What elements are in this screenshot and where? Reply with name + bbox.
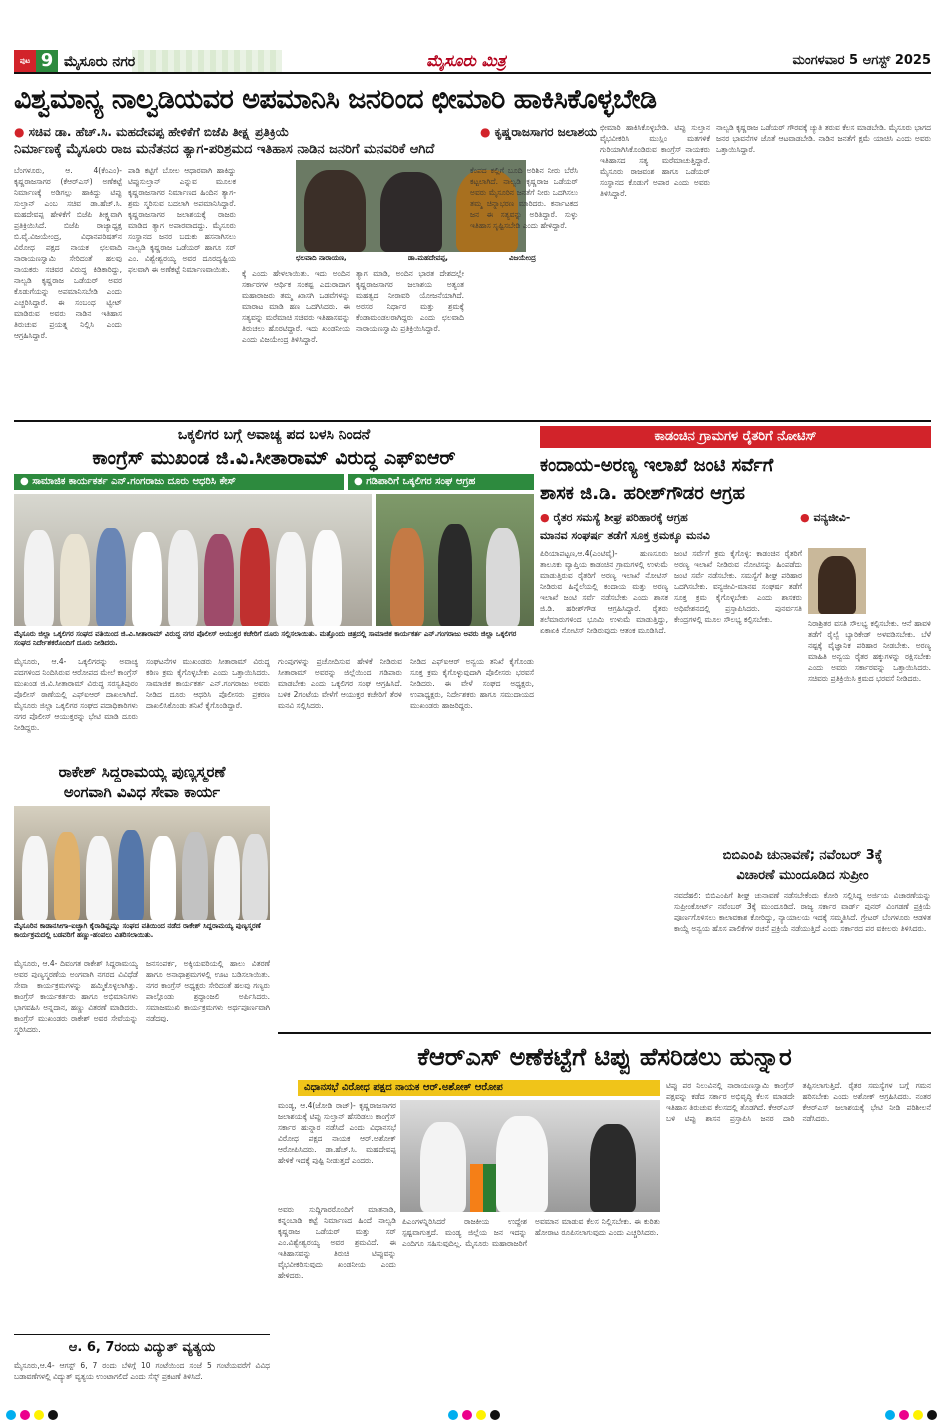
flag-icon: [470, 1164, 496, 1212]
person-photo: [204, 534, 234, 626]
story6-col-1: ಮಂಡ್ಯ, ಆ.4(ಜೋಡಿ ರಾಜ್)- ಕೃಷ್ಣರಾಜಸಾಗರ ಜಲಾಶಯಕ್ಕೆ ಟಿಪ್ಪು ಸುಲ್ತಾನ್ ಹೆಸರಿಡಲು ಕಾಂಗ್ರೆಸ್ ಸರ್ಕಾರ ಹುನ್ನಾರ ನಡೆಸಿದೆ ಎಂದು ವಿಧಾನಸಭೆ ವಿರೋಧ ಪಕ್ಷದ ನಾಯಕ ಆರ್.ಅಶೋಕ್ ಆರೋಪಿಸಿದರು. ಡಾ.ಹೆಚ್.ಸಿ. ಮಹದೇವಪ್ಪ ಹೇಳಿಕೆ ಇದಕ್ಕೆ ಪುಷ್ಟಿ ನೀಡುತ್ತದೆ ಎಂದರು.: [278, 1101, 396, 1165]
person-photo: [312, 530, 342, 626]
person-photo: [242, 834, 268, 920]
story6-col-4: ಟಿಪ್ಪು ಪರ ನಿಲುವಿನಲ್ಲಿ ನಾರಾಯಣಸ್ವಾಮಿ ಕಾಂಗ್ರೆಸ್ ಪಕ್ಷವನ್ನು ಕಡೆದ ಸರ್ಕಾರ ಅಭಿವೃದ್ಧಿ ಕೆಲಸ ಮಾಡದೇ ಇತಿಹಾಸ ತಿರುಚುವ ಕೆಲಸದಲ್ಲಿ ತೊಡಗಿದೆ. ಕೆಆರ್‌ಎಸ್ ಬಳಿ ಟಿಪ್ಪು ಶಾಸನ ಪ್ರಸ್ತಾಪಿಸಿ ಜನರ ದಾರಿ ತಪ್ಪಿಸಲಾಗುತ್ತಿದೆ. ರೈತರ ಸಮಸ್ಯೆಗಳ ಬಗ್ಗೆ ಗಮನ ಹರಿಸಬೇಕು ಎಂದು ಅಶೋಕ್ ಆಗ್ರಹಿಸಿದರು. ನಂತರ ಕೆಆರ್‌ಎಸ್ ಜಲಾಶಯಕ್ಕೆ ಭೇಟಿ ನೀಡಿ ಪರಿಶೀಲನೆ ನಡೆಸಿದರು.: [666, 1081, 931, 1123]
story7-body: ಮೈಸೂರು,ಆ.4- ಆಗಸ್ಟ್ 6, 7 ರಂದು ಬೆಳಿಗ್ಗೆ 10 ಗಂಟೆಯಿಂದ ಸಂಜೆ 5 ಗಂಟೆಯವರೆಗೆ ವಿವಿಧ ಬಡಾವಣೆಗಳಲ್ಲಿ ವಿದ್ಯುತ್ ವ್ಯತ್ಯಯ ಉಂಟಾಗಲಿದೆ ಎಂದು ಸೆಸ್ಕ್ ಪ್ರಕಟಣೆ ತಿಳಿಸಿದೆ.: [14, 1361, 270, 1381]
story5-headline-2: ವಿಚಾರಣೆ ಮುಂದೂಡಿದ ಸುಪ್ರೀಂ: [736, 868, 869, 883]
person-photo: [390, 528, 424, 626]
issue-date: ಮಂಗಳವಾರ 5 ಆಗಸ್ಟ್ 2025: [792, 53, 931, 68]
person-photo: [496, 1116, 548, 1212]
registration-mark: [448, 1410, 458, 1420]
story4-kicker-2: ● ವನ್ಯಜೀವಿ-: [800, 511, 851, 524]
page-label: ಪುಟ: [14, 50, 36, 72]
person-photo: [420, 1122, 466, 1212]
person-photo: [96, 528, 126, 626]
lead-col-6: ಛೀಮಾರಿ ಹಾಕಿಸಿಕೊಳ್ಳಬೇಡಿ. ಟಿಪ್ಪು ಸುಲ್ತಾನ ವೈಭವೀಕರಿಸಿ ಮುಸ್ಲಿಂ ಮತಗಳಿಕೆ ಗುರಿಯಾಗಿಸಿಕೊಂಡಿರುವ ಕಾಂಗ್ರೆಸ್ ನಾಯಕರು ಇತಿಹಾಸದ ಸತ್ಯ ಮರೆಮಾಚುತ್ತಿದ್ದಾರೆ. ಮೈಸೂರು ರಾಜವಂಶ ಹಾಗೂ ಒಡೆಯರ್ ಸಂಸ್ಥಾನದ ಕೊಡುಗೆ ಅಪಾರ ಎಂದು ಅವರು ತಿಳಿಸಿದ್ದಾರೆ.: [600, 123, 710, 198]
caption-name: ಛಲವಾದಿ ನಾರಾಯಣ,: [296, 254, 347, 262]
story6-photo: [400, 1100, 660, 1212]
story4-col-2: ಜಂಟಿ ಸರ್ವೆಗೆ ಕ್ರಮ ಕೈಗೊಳ್ಳಿ: ಕಾಡಂಚಿನ ರೈತರಿಗೆ ಅರಣ್ಯ ಇಲಾಖೆ ನೀಡಿರುವ ನೋಟಿಸನ್ನು ಹಿಂಪಡೆದು ಜಂಟಿ ಸರ್ವೆ ನಡೆಸಬೇಕು. ಸಮಸ್ಯೆಗೆ ಶೀಘ್ರ ಪರಿಹಾರ ಒದಗಿಸಬೇಕು. ವನ್ಯಜೀವಿ-ಮಾನವ ಸಂಘರ್ಷ ತಡೆಗೆ ಸೂಕ್ತ ಕ್ರಮ ಕೈಗೊಳ್ಳಬೇಕು ಎಂದು ಶಾಸಕರು ಅಧಿವೇಶನದಲ್ಲಿ ಪ್ರಸ್ತಾಪಿಸಿದರು. ಪುನರ್ವಸತಿ ಕೇಂದ್ರಗಳಲ್ಲಿ ಮೂಲ ಸೌಲಭ್ಯ ಕಲ್ಪಿಸಬೇಕು.: [674, 549, 802, 624]
lead-col-4: ತ್ಯಾಗ ಮಾಡಿ, ಅಂದಿನ ಭಾರತ ದೇಶದಲ್ಲೇ ಕೃಷ್ಣರಾಜಸಾಗರ ಜಲಾಶಯ ಅತ್ಯಂತ ಮಹತ್ವದ ನೀರಾವರಿ ಯೋಜನೆಯಾಗಿದೆ. ಅರಸರ ನಿರ್ಧಾರ ಮತ್ತು ಶ್ರಮಕ್ಕೆ ಕೆಂಡಾಮಂಡಲರಾಗಿದ್ದರು ಎಂದು ಛಲವಾದಿ ನಾರಾಯಣಸ್ವಾಮಿ ಪ್ರತಿಕ್ರಿಯಿಸಿದ್ದಾರೆ.: [356, 269, 464, 333]
registration-mark: [927, 1410, 937, 1420]
lead-kicker-3: ನಿರ್ಮಾಣಕ್ಕೆ ಮೈಸೂರು ರಾಜ ಮನೆತನದ ತ್ಯಾಗ-ಪರಿಶ್ರಮದ ಇತಿಹಾಸ ನಾಡಿನ ಜನರಿಗೆ ಮನವರಿಕೆ ಆಗಿದೆ: [14, 142, 435, 157]
story3-col-1: ಮೈಸೂರು, ಆ.4- ದಿವಂಗತ ರಾಕೇಶ್ ಸಿದ್ದರಾಮಯ್ಯ ಅವರ ಪುಣ್ಯಸ್ಮರಣೆಯ ಅಂಗವಾಗಿ ನಗರದ ವಿವಿಧೆಡೆ ಸೇವಾ ಕಾರ್ಯಕ್ರಮಗಳನ್ನು ಹಮ್ಮಿಕೊಳ್ಳಲಾಗಿತ್ತು. ಕಾಂಗ್ರೆಸ್ ಕಾರ್ಯಕರ್ತರು ಹಾಗೂ ಅಭಿಮಾನಿಗಳು ಭಾಗವಹಿಸಿ ಅನ್ನದಾನ, ಹಣ್ಣು ವಿತರಣೆ ಮಾಡಿದರು. ಕಾಂಗ್ರೆಸ್ ಮುಖಂಡರು ರಾಕೇಶ್ ಅವರ ಸೇವೆಯನ್ನು ಸ್ಮರಿಸಿದರು.: [14, 959, 138, 1034]
person-photo: [60, 534, 90, 626]
lead-col-1: ಬೆಂಗಳೂರು, ಆ. 4(ಕೆಂಎಂ)- ಕೃಷ್ಣರಾಜಸಾಗರ (ಕೆಆರ್‌ಎಸ್) ಅಣೆಕಟ್ಟೆ ನಿರ್ಮಾಣಕ್ಕೆ ಅಡಿಗಲ್ಲು ಹಾಕಿದ್ದು ಟಿಪ್ಪು ಸುಲ್ತಾನ್ ಎಂಬ ಸಚಿವ ಡಾ.ಹೆಚ್.ಸಿ. ಮಹದೇವಪ್ಪ ಹೇಳಿಕೆಗೆ ಬಿಜೆಪಿ ತೀಕ್ಷ್ಣವಾಗಿ ಪ್ರತಿಕ್ರಿಯಿಸಿದೆ. ಬಿಜೆಪಿ ರಾಜ್ಯಾಧ್ಯಕ್ಷ ಬಿ.ವೈ.ವಿಜಯೇಂದ್ರ, ವಿಧಾನಪರಿಷತ್‌ನ ವಿರೋಧ ಪಕ್ಷದ ನಾಯಕ ಛಲವಾದಿ ನಾರಾಯಣಸ್ವಾಮಿ ಸೇರಿದಂತೆ ಹಲವು ನಾಯಕರು ಸಚಿವರ ವಿರುದ್ಧ ಕಿಡಿಕಾರಿದ್ದು, ನಾಲ್ವಡಿ ಕೃಷ್ಣರಾಜ ಒಡೆಯರ್ ಅವರ ಕೊಡುಗೆಯನ್ನು ಅಪಮಾನಿಸಬೇಡಿ ಎಂದು ಎಚ್ಚರಿಸಿದ್ದಾರೆ. ಈ ಸಂಬಂಧ ಟ್ವೀಟ್ ಮಾಡಿರುವ ಅವರು ನಾಡಿನ ಇತಿಹಾಸ ತಿರುಚುವ ಪ್ರಯತ್ನ ನಿಲ್ಲಿಸಿ ಎಂದು ಆಗ್ರಹಿಸಿದ್ದಾರೆ.: [14, 166, 122, 340]
registration-mark: [48, 1410, 58, 1420]
story5-body: ನವದೆಹಲಿ: ಬಿಬಿಎಂಪಿಗೆ ಶೀಘ್ರ ಚುನಾವಣೆ ನಡೆಸಬೇಕೆಂದು ಕೋರಿ ಸಲ್ಲಿಸಿದ್ದ ಅರ್ಜಿಯ ವಿಚಾರಣೆಯನ್ನು ಸುಪ್ರೀಂಕೋರ್ಟ್ ನವೆಂಬರ್ 3ಕ್ಕೆ ಮುಂದೂಡಿದೆ. ರಾಜ್ಯ ಸರ್ಕಾರ ವಾರ್ಡ್ ಪುನರ್ ವಿಂಗಡಣೆ ಪ್ರಕ್ರಿಯೆ ಪೂರ್ಣಗೊಳಿಸಲು ಕಾಲಾವಕಾಶ ಕೋರಿದ್ದು, ನ್ಯಾಯಾಲಯ ಇದಕ್ಕೆ ಸಮ್ಮತಿಸಿದೆ. ಗ್ರೇಟರ್ ಬೆಂಗಳೂರು ಆಡಳಿತ ಕಾಯ್ದೆ ಅನ್ವಯ ಹೊಸ ಪಾಲಿಕೆಗಳ ರಚನೆ ಪ್ರಕ್ರಿಯೆ ನಡೆಯುತ್ತಿದೆ ಎಂದು ಸರ್ಕಾರದ ಪರ ವಕೀಲರು ತಿಳಿಸಿದರು.: [674, 891, 931, 933]
story2-photo-2: [376, 494, 534, 626]
registration-mark: [913, 1410, 923, 1420]
story2-caption: ಮೈಸೂರು ಜಿಲ್ಲಾ ಒಕ್ಕಲಿಗರ ಸಂಘದ ವತಿಯಿಂದ ಜಿ.ವಿ.ಸೀತಾರಾಮ್ ವಿರುದ್ಧ ನಗರ ಪೊಲೀಸ್ ಆಯುಕ್ತರ ಕಚೇರಿಗೆ ದೂರು ಸಲ್ಲಿಸಲಾಯಿತು. ಮತ್ತೊಂದು ಚಿತ್ರದಲ್ಲಿ ಸಾಮಾಜಿಕ ಕಾರ್ಯಕರ್ತ ಎನ್.ಗಂಗರಾಜು ಅವರು ಜಿಲ್ಲಾ ಒಕ್ಕಲಿಗರ ಸಂಘದ ನಿರ್ದೇಶಕರೊಂದಿಗೆ ದೂರು ನೀಡಿದರು.: [14, 630, 517, 647]
story2-photo-1: [14, 494, 372, 626]
story5-headline-1: ಬಿಬಿಎಂಪಿ ಚುನಾವಣೆ; ನವೆಂಬರ್ 3ಕ್ಕೆ: [722, 848, 883, 863]
lead-headline: ವಿಶ್ವಮಾನ್ಯ ನಾಲ್ವಡಿಯವರ ಅಪಮಾನಿಸಿ ಜನರಿಂದ ಛೀಮಾರಿ ಹಾಕಿಸಿಕೊಳ್ಳಬೇಡಿ: [14, 84, 657, 115]
person-photo: [214, 836, 240, 920]
caption-name: ಡಾ.ಮಹದೇವಪ್ಪ,: [407, 254, 448, 262]
registration-mark: [462, 1410, 472, 1420]
caption-name: ವಿಜಯೇಂದ್ರ: [509, 254, 536, 262]
registration-mark: [899, 1410, 909, 1420]
story6-kicker: ವಿಧಾನಸಭೆ ವಿರೋಧ ಪಕ್ಷದ ನಾಯಕ ಆರ್.ಅಶೋಕ್ ಆರೋಪ: [298, 1080, 660, 1096]
story4-headline-1: ಕಂದಾಯ-ಅರಣ್ಯ ಇಲಾಖೆ ಜಂಟಿ ಸರ್ವೆಗೆ: [540, 455, 774, 476]
story4-headline-2: ಶಾಸಕ ಜಿ.ಡಿ. ಹರೀಶ್‌ಗೌಡರ ಆಗ್ರಹ: [540, 483, 745, 504]
registration-mark: [476, 1410, 486, 1420]
story2-col-3: ಗುಂಪುಗಳನ್ನು ಪ್ರಚೋದಿಸುವ ಹೇಳಿಕೆ ನೀಡಿರುವ ಸೀತಾರಾಮ್ ಅವರನ್ನು ಜಿಲ್ಲೆಯಿಂದ ಗಡಿಪಾರು ಮಾಡಬೇಕು ಎಂದು ಒಕ್ಕಲಿಗರ ಸಂಘ ಆಗ್ರಹಿಸಿದೆ. ಬಳಿಕ 2ಗಂಟೆಯ ವೇಳೆಗೆ ಆಯುಕ್ತರ ಕಚೇರಿಗೆ ತೆರಳಿ ಮನವಿ ಸಲ್ಲಿಸಿದರು.: [278, 657, 402, 710]
story3-headline-2: ಅಂಗವಾಗಿ ವಿವಿಧ ಸೇವಾ ಕಾರ್ಯ: [63, 783, 221, 801]
story4-col-1: ಪಿರಿಯಾಪಟ್ಟಣ,ಆ.4(ಎಂಟಿವೈ)- ಹುಣಸೂರು ತಾಲೂಕು ವ್ಯಾಪ್ತಿಯ ಕಾಡಂಚಿನ ಗ್ರಾಮಗಳಲ್ಲಿ ಉಳುಮೆ ಮಾಡುತ್ತಿರುವ ರೈತರಿಗೆ ಅರಣ್ಯ ಇಲಾಖೆ ನೋಟಿಸ್ ನೀಡಿರುವ ಹಿನ್ನೆಲೆಯಲ್ಲಿ ಕಂದಾಯ ಮತ್ತು ಅರಣ್ಯ ಇಲಾಖೆ ಜಂಟಿ ಸರ್ವೆ ನಡೆಸಬೇಕು ಎಂದು ಶಾಸಕ ಜಿ.ಡಿ. ಹರೀಶ್‌ಗೌಡ ಆಗ್ರಹಿಸಿದ್ದಾರೆ. ರೈತರು ತಲೆಮಾರುಗಳಿಂದ ಭೂಮಿ ಉಳುಮೆ ಮಾಡುತ್ತಿದ್ದು, ಏಕಾಏಕಿ ನೋಟಿಸ್ ನೀಡಿರುವುದು ಆತಂಕ ಮೂಡಿಸಿದೆ.: [540, 549, 668, 635]
person-photo: [132, 532, 162, 626]
person-photo: [240, 528, 270, 626]
registration-mark: [885, 1410, 895, 1420]
lead-col-2: ಪಾಡಿ ಕಟ್ಟಿಗೆ ಬೋಲ ಆಧಾರವಾಗಿ ಹಾಕಿದ್ದು ಟಿಪ್ಪುಸುಲ್ತಾನ್ ಎನ್ನುವ ಮೂಲಕ ಕೃಷ್ಣರಾಜಸಾಗರ ನಿರ್ಮಾಣದ ಹಿಂದಿನ ತ್ಯಾಗ-ಶ್ರಮ ಸ್ಮರಿಸುವ ಬದಲಾಗಿ ಅಪಮಾನಿಸಿದ್ದಾರೆ. ಕೃಷ್ಣರಾಜಸಾಗರ ಜಲಾಶಯಕ್ಕೆ ರಾಜರು ಮಾಡಿದ ತ್ಯಾಗ ಅಪಾರವಾದದ್ದು. ಮೈಸೂರು ಸಂಸ್ಥಾನದ ಜನರ ಬದುಕು ಹಸನಾಗಿಸಲು ನಾಲ್ವಡಿ ಕೃಷ್ಣರಾಜ ಒಡೆಯರ್ ಹಾಗೂ ಸರ್ ಎಂ. ವಿಶ್ವೇಶ್ವರಯ್ಯ ಅವರ ದೂರದೃಷ್ಟಿಯ ಫಲವಾಗಿ ಈ ಅಣೆಕಟ್ಟೆ ನಿರ್ಮಾಣವಾಯಿತು.: [128, 166, 236, 274]
person-photo: [590, 1124, 636, 1212]
person-photo: [168, 530, 198, 626]
divider: [278, 1032, 931, 1034]
story3-headline-1: ರಾಕೇಶ್ ಸಿದ್ದರಾಮಯ್ಯ ಪುಣ್ಯಸ್ಮರಣೆ: [58, 763, 226, 781]
story4-kicker-3: ಮಾನವ ಸಂಘರ್ಷ ತಡೆಗೆ ಸೂಕ್ತ ಕ್ರಮಕ್ಕೂ ಮನವಿ: [540, 529, 710, 542]
lead-col-3: ಕ್ಕೆ ಎಂದು ಹೇಳಲಾಯಿತು. ಇದು ಅಂದಿನ ಸರ್ಕಾರಗಳ ಆರ್ಥಿಕ ಸಂಕಷ್ಟ ಎದುರಾದಾಗ ಮಹಾರಾಜರು ತಮ್ಮ ಖಾಸಗಿ ಒಡವೆಗಳನ್ನು ಮಾರಾಟ ಮಾಡಿ ಹಣ ಒದಗಿಸಿದರು. ಈ ಸತ್ಯವನ್ನು ಮರೆಮಾಚಿ ಸಚಿವರು ಇತಿಹಾಸವನ್ನು ತಿರುಚಲು ಹೊರಟಿದ್ದಾರೆ. ಇದು ಖಂಡನೀಯ ಎಂದು ವಿಜಯೇಂದ್ರ ತಿಳಿಸಿದ್ದಾರೆ.: [242, 269, 350, 344]
section-title: ಮೈಸೂರು ನಗರ: [64, 54, 136, 70]
person-photo: [54, 832, 80, 920]
story2-bar-left: ● ಸಾಮಾಜಿಕ ಕಾರ್ಯಕರ್ತ ಎನ್.ಗಂಗರಾಜು ದೂರು ಆಧರಿಸಿ ಕೇಸ್: [14, 474, 344, 490]
person-photo: [438, 524, 472, 626]
person-photo: [86, 836, 112, 920]
person-photo: [818, 556, 856, 614]
story2-col-1: ಮೈಸೂರು, ಆ.4- ಒಕ್ಕಲಿಗರನ್ನು ಅವಾಚ್ಯ ಪದಗಳಿಂದ ನಿಂದಿಸಿರುವ ಆರೋಪದ ಮೇಲೆ ಕಾಂಗ್ರೆಸ್ ಮುಖಂಡ ಜಿ.ವಿ.ಸೀತಾರಾಮ್ ವಿರುದ್ಧ ಸರಸ್ವತಿಪುರಂ ಪೊಲೀಸ್ ಠಾಣೆಯಲ್ಲಿ ಎಫ್‌ಐಆರ್ ದಾಖಲಾಗಿದೆ. ಮೈಸೂರು ಜಿಲ್ಲಾ ಒಕ್ಕಲಿಗರ ಸಂಘದ ಪದಾಧಿಕಾರಿಗಳು ನಗರ ಪೊಲೀಸ್ ಆಯುಕ್ತರನ್ನು ಭೇಟಿ ಮಾಡಿ ದೂರು ನೀಡಿದ್ದರು.: [14, 657, 138, 732]
registration-mark: [490, 1410, 500, 1420]
lead-kicker-2: ● ಕೃಷ್ಣರಾಜಸಾಗರ ಜಲಾಶಯ: [480, 125, 598, 139]
story2-bar-right: ● ಗಡಿಪಾರಿಗೆ ಒಕ್ಕಲಿಗರ ಸಂಘ ಆಗ್ರಹ: [348, 474, 534, 490]
person-photo: [304, 170, 366, 252]
page-number: 9: [36, 50, 58, 72]
story2-kicker: ಒಕ್ಕಲಿಗರ ಬಗ್ಗೆ ಅವಾಚ್ಯ ಪದ ಬಳಸಿ ನಿಂದನೆ: [177, 427, 371, 443]
lead-kicker-1: ● ಸಚಿವ ಡಾ. ಹೆಚ್.ಸಿ. ಮಹದೇವಪ್ಪ ಹೇಳಿಕೆಗೆ ಬಿಜೆಪಿ ತೀಕ್ಷ್ಣ ಪ್ರತಿಕ್ರಿಯೆ: [14, 125, 290, 139]
registration-mark: [20, 1410, 30, 1420]
story2-headline: ಕಾಂಗ್ರೆಸ್ ಮುಖಂಡ ಜಿ.ವಿ.ಸೀತಾರಾಮ್ ವಿರುದ್ಧ ಎಫ್‌ಐಆರ್: [92, 447, 456, 469]
lead-col-5: ಕೆಂಪದ ಕಲ್ಲಿಗೆ ಬೂದಿ ಅರಿಶಿನ ನೀರು ಬೆರೆಸಿ ಕಟ್ಟಲಾಗಿದೆ. ನಾಲ್ವಡಿ ಕೃಷ್ಣರಾಜ ಒಡೆಯರ್ ಅವರು ಮೈಸೂರಿನ ಜನತೆಗೆ ನೀರು ಒದಗಿಸಲು ತಮ್ಮ ಚಿನ್ನಾಭರಣ ಮಾರಿದರು. ಕರ್ನಾಟಕದ ಜನ ಈ ಸತ್ಯವನ್ನು ಅರಿತಿದ್ದಾರೆ. ಸುಳ್ಳು ಇತಿಹಾಸ ಸೃಷ್ಟಿಸಬೇಡಿ ಎಂದು ಹೇಳಿದ್ದಾರೆ.: [470, 166, 578, 230]
story4-band: ಕಾಡಂಚಿನ ಗ್ರಾಮಗಳ ರೈತರಿಗೆ ನೋಟಿಸ್: [540, 426, 931, 448]
story6-col-2: ಅವರು ಸುದ್ದಿಗಾರರೊಂದಿಗೆ ಮಾತನಾಡಿ, ಕನ್ನಂಬಾಡಿ ಕಟ್ಟೆ ನಿರ್ಮಾಣದ ಹಿಂದೆ ನಾಲ್ವಡಿ ಕೃಷ್ಣರಾಜ ಒಡೆಯರ್ ಮತ್ತು ಸರ್ ಎಂ.ವಿಶ್ವೇಶ್ವರಯ್ಯ ಅವರ ಶ್ರಮವಿದೆ. ಈ ಇತಿಹಾಸವನ್ನು ತಿರುಚಿ ಟಿಪ್ಪುವನ್ನು ವೈಭವೀಕರಿಸುವುದು ಖಂಡನೀಯ ಎಂದು ಹೇಳಿದರು.: [278, 1205, 396, 1280]
registration-mark: [6, 1410, 16, 1420]
story3-caption: ಮೈಸೂರಿನ ಕಾಡಾನಸೀಗಾ-ಐಚ್ಛಾಗಿ ಕೈರಾಡಿಫ್ಲಮ್ನು ಸಂಘದ ವತಿಯಿಂದ ನಡೆದ ರಾಕೇಶ್ ಸಿದ್ದರಾಮಯ್ಯ ಪುಣ್ಯಸ್ಮರಣೆ ಕಾರ್ಯಕ್ರಮದಲ್ಲಿ ಬಡವರಿಗೆ ಹಣ್ಣು-ಹಂಪಲು ವಿತರಿಸಲಾಯಿತು.: [14, 922, 261, 939]
person-photo: [22, 836, 48, 920]
divider: [14, 420, 931, 422]
divider: [14, 1334, 270, 1335]
person-photo: [182, 832, 208, 920]
person-photo: [24, 530, 54, 626]
story2-col-4: ನೀಡಿದ ಎಫ್‌ಐಆರ್ ಅನ್ವಯ ತನಿಖೆ ಕೈಗೊಂಡು ಸೂಕ್ತ ಕ್ರಮ ಕೈಗೊಳ್ಳುವುದಾಗಿ ಪೊಲೀಸರು ಭರವಸೆ ನೀಡಿದರು. ಈ ವೇಳೆ ಸಂಘದ ಅಧ್ಯಕ್ಷರು, ಉಪಾಧ್ಯಕ್ಷರು, ನಿರ್ದೇಶಕರು ಹಾಗೂ ಸಮುದಾಯದ ಮುಖಂಡರು ಹಾಜರಿದ್ದರು.: [410, 657, 534, 710]
person-photo: [276, 532, 306, 626]
story4-portrait: [808, 548, 866, 614]
paper-logo: ಮೈಸೂರು ಮಿತ್ರ: [426, 51, 506, 70]
person-photo: [380, 172, 442, 252]
story4-col-3: ನಿರಾಶ್ರಿತರ ವಸತಿ ಸೌಲಭ್ಯ ಕಲ್ಪಿಸಬೇಕು. ಆನೆ ಹಾವಳಿ ತಡೆಗೆ ರೈಲ್ವೆ ಬ್ಯಾರಿಕೇಡ್ ಅಳವಡಿಸಬೇಕು. ಬೆಳೆ ನಷ್ಟಕ್ಕೆ ವೈಜ್ಞಾನಿಕ ಪರಿಹಾರ ನೀಡಬೇಕು. ಅರಣ್ಯ ಮಾಹಿತಿ ಅನ್ವಯ ರೈತರ ಹಕ್ಕುಗಳನ್ನು ರಕ್ಷಿಸಬೇಕು ಎಂದು ಅವರು ಸರ್ಕಾರವನ್ನು ಒತ್ತಾಯಿಸಿದರು. ಸಚಿವರು ಪ್ರತಿಕ್ರಿಯಿಸಿ ಕ್ರಮದ ಭರವಸೆ ನೀಡಿದರು.: [808, 619, 931, 683]
story4-kicker-1: ● ರೈತರ ಸಮಸ್ಯೆ ಶೀಘ್ರ ಪರಿಹಾರಕ್ಕೆ ಆಗ್ರಹ: [540, 511, 688, 524]
story6-col-3: ಪಿಎಂಗಳನ್ನಿರಿಸಿದರೆ ರಾಜಕೀಯ ಉದ್ದೇಶ ಸ್ಪಷ್ಟವಾಗುತ್ತದೆ. ಮಂಡ್ಯ ಜಿಲ್ಲೆಯ ಜನ ಇದನ್ನು ಎಂದಿಗೂ ಸಹಿಸುವುದಿಲ್ಲ. ಮೈಸೂರು ಮಹಾರಾಜರಿಗೆ ಅವಮಾನ ಮಾಡುವ ಕೆಲಸ ನಿಲ್ಲಿಸಬೇಕು. ಈ ಕುರಿತು ಹೋರಾಟ ರೂಪಿಸಲಾಗುವುದು ಎಂದು ಎಚ್ಚರಿಸಿದರು.: [402, 1217, 660, 1248]
person-photo: [118, 830, 144, 920]
story2-col-2: ಸಂಘಟನೆಗಳ ಮುಖಂಡರು ಸೀತಾರಾಮ್ ವಿರುದ್ಧ ಕಠಿಣ ಕ್ರಮ ಕೈಗೊಳ್ಳಬೇಕು ಎಂದು ಒತ್ತಾಯಿಸಿದರು. ಸಾಮಾಜಿಕ ಕಾರ್ಯಕರ್ತ ಎನ್.ಗಂಗರಾಜು ಅವರು ನೀಡಿದ ದೂರು ಆಧರಿಸಿ ಪೊಲೀಸರು ಪ್ರಕರಣ ದಾಖಲಿಸಿಕೊಂಡು ತನಿಖೆ ಕೈಗೊಂಡಿದ್ದಾರೆ.: [146, 657, 270, 710]
story3-col-2: ಜನಸಂಪರ್ಕ, ಅಕ್ಕಿಯವರಿಯಲ್ಲಿ ಹಾಲು ವಿತರಣೆ ಹಾಗೂ ಅನಾಥಾಶ್ರಮಗಳಲ್ಲಿ ಊಟ ಬಡಿಸಲಾಯಿತು. ನಗರ ಕಾಂಗ್ರೆಸ್ ಅಧ್ಯಕ್ಷರು ಸೇರಿದಂತೆ ಹಲವು ಗಣ್ಯರು ಪಾಲ್ಗೊಂಡು ಶ್ರದ್ಧಾಂಜಲಿ ಅರ್ಪಿಸಿದರು. ಸಮಾಜಮುಖಿ ಕಾರ್ಯಕ್ರಮಗಳು ಅರ್ಥಪೂರ್ಣವಾಗಿ ನಡೆದವು.: [146, 959, 270, 1023]
masthead: [14, 50, 931, 74]
registration-mark: [34, 1410, 44, 1420]
person-photo: [486, 528, 520, 626]
person-photo: [150, 836, 176, 920]
lead-col-7: ನಾಲ್ವಡಿ ಕೃಷ್ಣರಾಜ ಒಡೆಯರ್ ಗೌರವಕ್ಕೆ ಚ್ಯುತಿ ತರುವ ಕೆಲಸ ಮಾಡಬೇಡಿ. ಮೈಸೂರು ಭಾಗದ ಜನರ ಭಾವನೆಗಳ ಜೊತೆ ಆಟವಾಡಬೇಡಿ. ನಾಡಿನ ಜನತೆಗೆ ಕ್ಷಮೆ ಯಾಚಿಸಿ ಎಂದು ಅವರು ಒತ್ತಾಯಿಸಿದ್ದಾರೆ.: [716, 123, 931, 154]
story6-headline: ಕೆಆರ್‌ಎಸ್ ಅಣೆಕಟ್ಟೆಗೆ ಟಿಪ್ಪು ಹೆಸರಿಡಲು ಹುನ್ನಾರ: [417, 1043, 792, 1071]
story7-headline: ಆ. 6, 7ರಂದು ವಿದ್ಯುತ್ ವ್ಯತ್ಯಯ: [68, 1340, 216, 1355]
story3-photo: [14, 806, 270, 920]
